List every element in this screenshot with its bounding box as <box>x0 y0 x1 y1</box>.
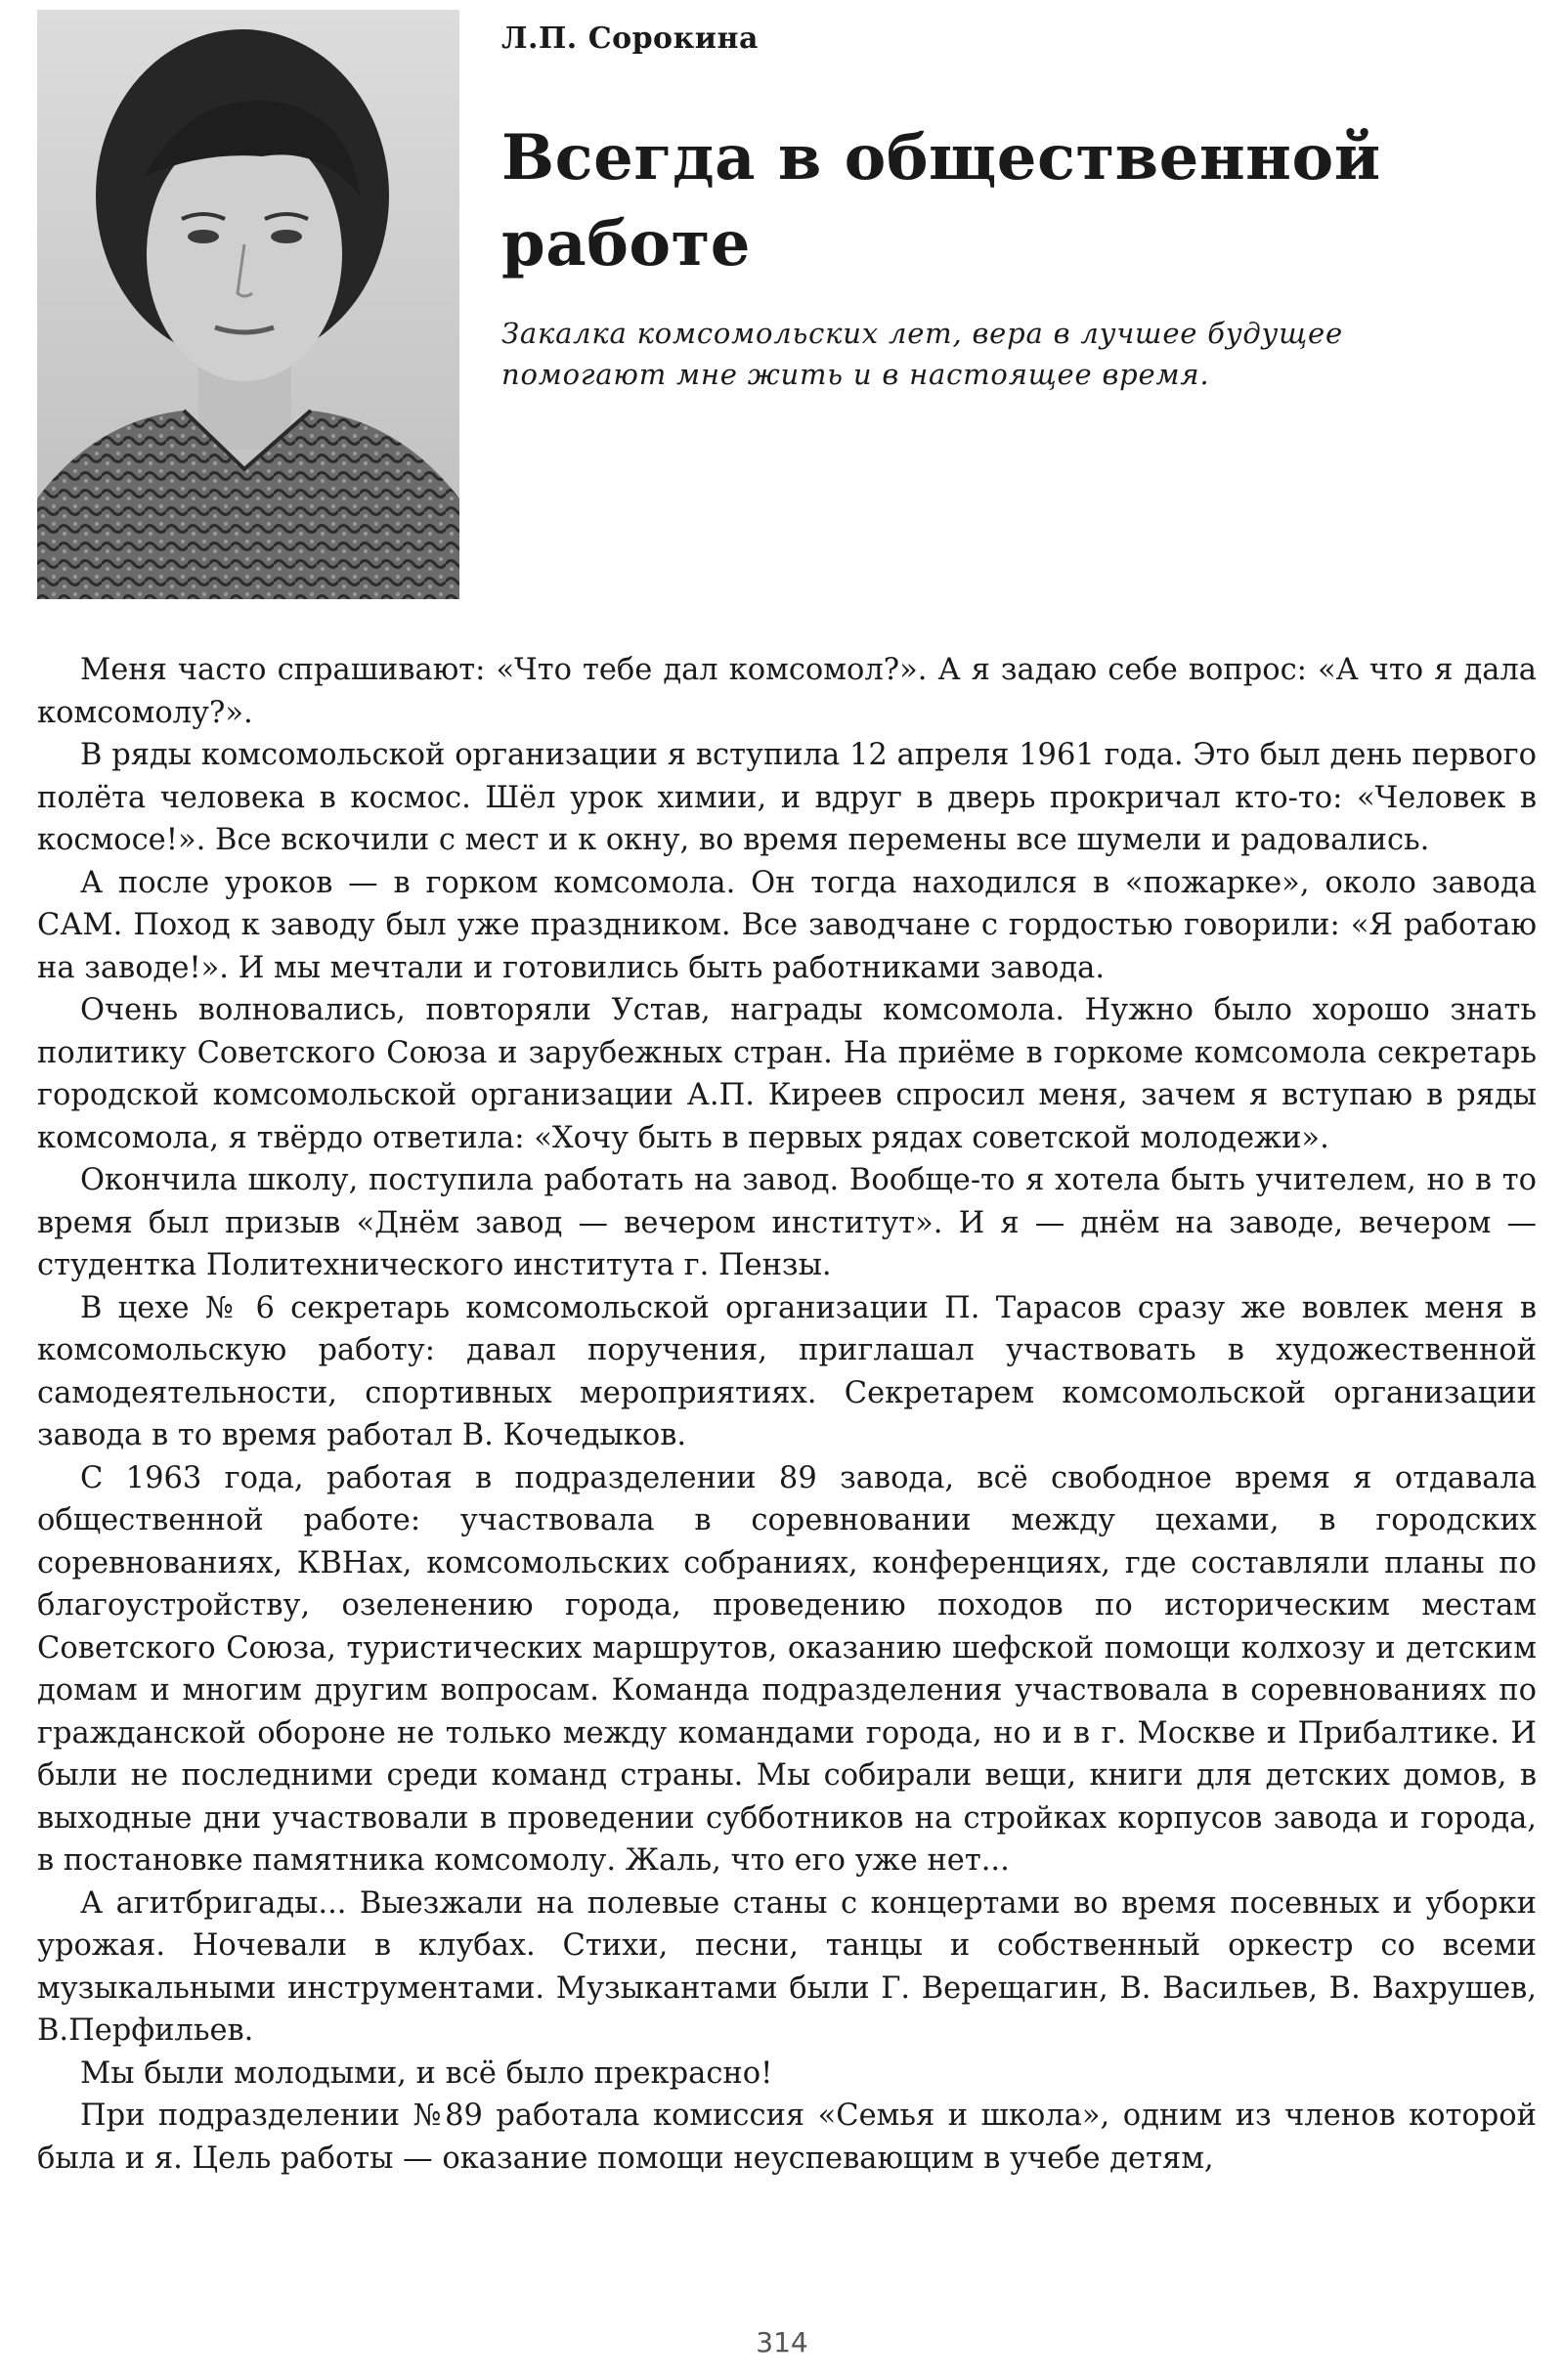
paragraph: Меня часто спрашивают: «Что тебе дал комсомол?». А я задаю себе вопрос: «А что я дала комсомолу?». <box>37 653 1537 730</box>
portrait-photo <box>37 10 459 599</box>
paragraph: Очень волновались, повторяли Устав, награды комсомола. Нужно было хорошо знать политику Советского Союза и зарубежных стран. На приёме в горкоме комсомола секретарь городской комсомольской организации А.П. Киреев спросил меня, зачем я вступаю в ряды комсомола, я твёрдо ответила: «Хочу быть в первых рядах советской молодежи». <box>37 993 1537 1155</box>
epigraph: Закалка комсомольских лет, вера в лучшее будущее помогают мне жить и в настоящее время. <box>501 317 1343 391</box>
paragraph: В цехе № 6 секретарь комсомольской организации П. Тарасов сразу же вовлек меня в комсомольскую работу: давал поручения, приглашал участвовать в художественной самодеятельности, спортивных мероприятиях. Секретарем комсомольской организации завода в то время работал В. Кочедыков. <box>37 1290 1537 1452</box>
portrait-icon <box>37 10 459 599</box>
paragraph: Окончила школу, поступила работать на завод. Вообще-то я хотела быть учителем, но в то время был призыв «Днём завод — вечером институт». И я — днём на заводе, вечером — студентка Политехнического института г. Пензы. <box>37 1163 1537 1282</box>
article-title: Всегда в общественной работе <box>501 121 1381 281</box>
article-body <box>37 649 1537 2180</box>
paragraph: В ряды комсомольской организации я вступила 12 апреля 1961 года. Это был день первого полёта человека в космос. Шёл урок химии, и вдруг в дверь прокричал кто-то: «Человек в космосе!». Все вскочили с мест и к окну, во время перемены все шумели и радовались. <box>37 738 1537 857</box>
paragraph: Мы были молодыми, и всё было прекрасно! <box>80 2055 773 2091</box>
paragraph: А после уроков — в горком комсомола. Он тогда находился в «пожарке», около завода САМ. Поход к заводу был уже праздником. Все заводчане с гордостью говорили: «Я работаю на заводе!». И мы мечтали и готовились быть работниками завода. <box>37 865 1537 985</box>
paragraph: С 1963 года, работая в подразделении 89 завода, всё свободное время я отдавала общественной работе: участвовала в соревновании между цехами, в городских соревнованиях, КВНах, комсомольских собраниях, конференциях, где составляли планы по благоустройству, озеленению города, проведению походов по историческим местам Советского Союза, туристических маршрутов, оказанию шефской помощи колхозу и детским домам и многим другим вопросам. Команда подразделения участвовала в соревнованиях по гражданской обороне не только между командами города, но и в г. Москве и Прибалтике. И были не последними среди команд страны. Мы собирали вещи, книги для детских домов, в выходные дни участвовали в проведении субботников на стройках корпусов завода и города, в постановке памятника комсомолу. Жаль, что его уже нет... <box>37 1460 1537 1878</box>
author-name: Л.П. Сорокина <box>501 22 759 56</box>
page-number: 314 <box>756 2326 808 2358</box>
paragraph: А агитбригады... Выезжали на полевые станы с концертами во время посевных и уборки урожая. Ночевали в клубах. Стихи, песни, танцы и собственный оркестр со всеми музыкальными инструментами. Музыкантами были Г. Верещагин, В. Васильев, В. Вахрушев, В.Перфильев. <box>37 1885 1537 2048</box>
paragraph: При подразделении №89 работала комиссия «Семья и школа», одним из членов которой была и я. Цель работы — оказание помощи неуспевающим в учебе детям, <box>37 2099 1537 2176</box>
